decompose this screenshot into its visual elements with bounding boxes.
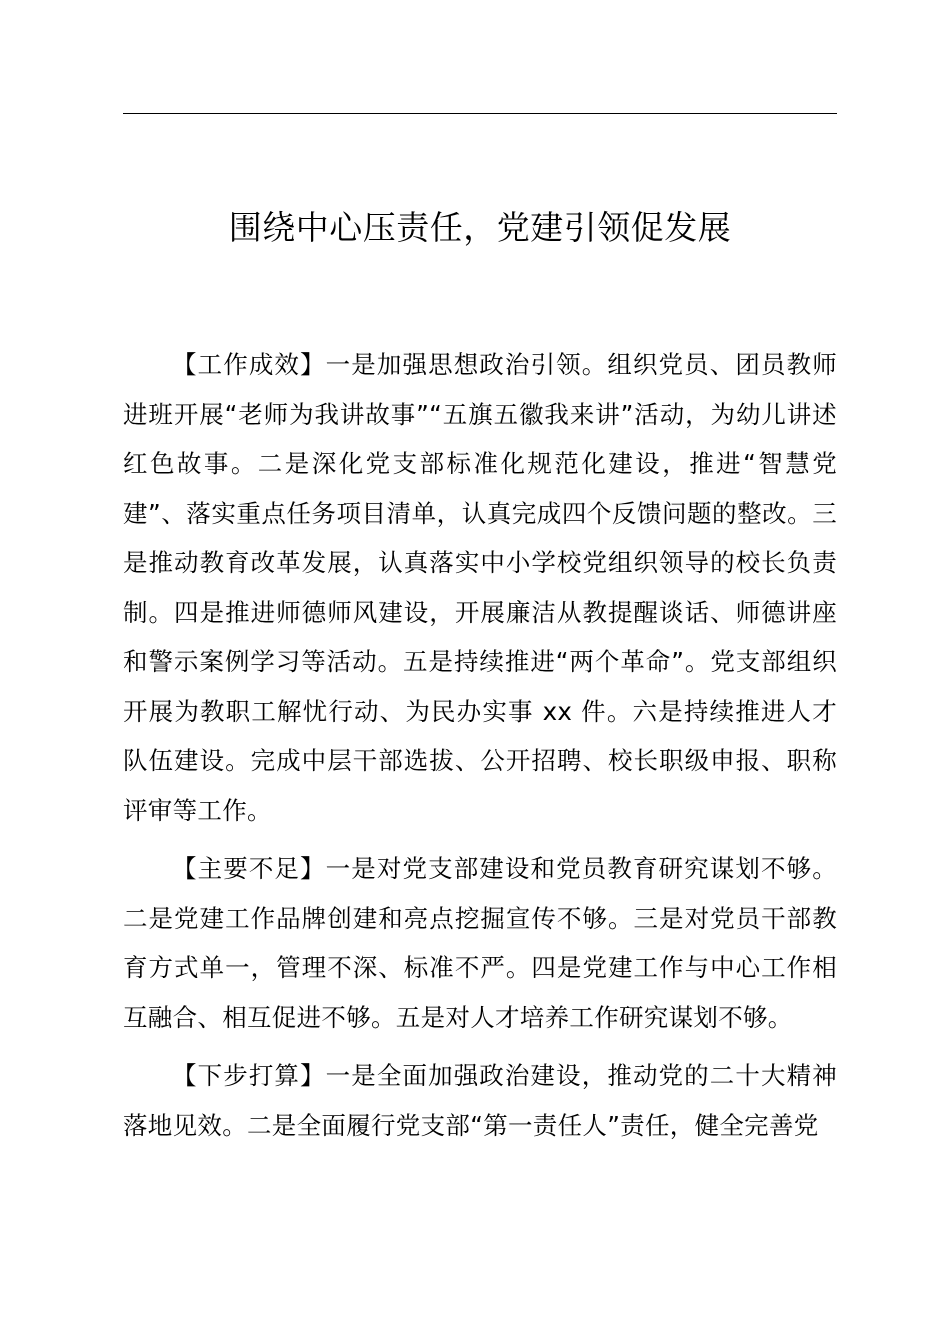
paragraph-work-results: 【工作成效】一是加强思想政治引领。组织党员、团员教师进班开展“老师为我讲故事”“五旗五徽我来讲”活动，为幼儿讲述红色故事。二是深化党支部标准化规范化建设，推进“智慧党建”、落实重点任务项目清单，认真完成四个反馈问题的整改。三是推动教育改革发展，认真落实中小学校党组织领导的校长负责制。四是推进师德师风建设，开展廉洁从教提醒谈话、师德讲座和警示案例学习等活动。五是持续推进“两个革命”。党支部组织开展为教职工解忧行动、为民办实事 xx 件。六是持续推进人才队伍建设。完成中层干部选拔、公开招聘、校长职级申报、职称评审等工作。 [123,350,837,825]
header-rule [123,113,837,114]
document-title: 围绕中心压责任，党建引领促发展 [228,208,732,247]
paragraph-main-shortcomings: 【主要不足】一是对党支部建设和党员教育研究谋划不够。二是党建工作品牌创建和亮点挖掘宣传不够。三是对党员干部教育方式单一，管理不深、标准不严。四是党建工作与中心工作相互融合、相互促进不够。五是对人才培养工作研究谋划不够。 [123,854,837,1032]
document-body [123,340,837,1150]
paragraph-next-plans: 【下步打算】一是全面加强政治建设，推动党的二十大精神落地见效。二是全面履行党支部“第一责任人”责任，健全完善党 [123,1061,837,1140]
